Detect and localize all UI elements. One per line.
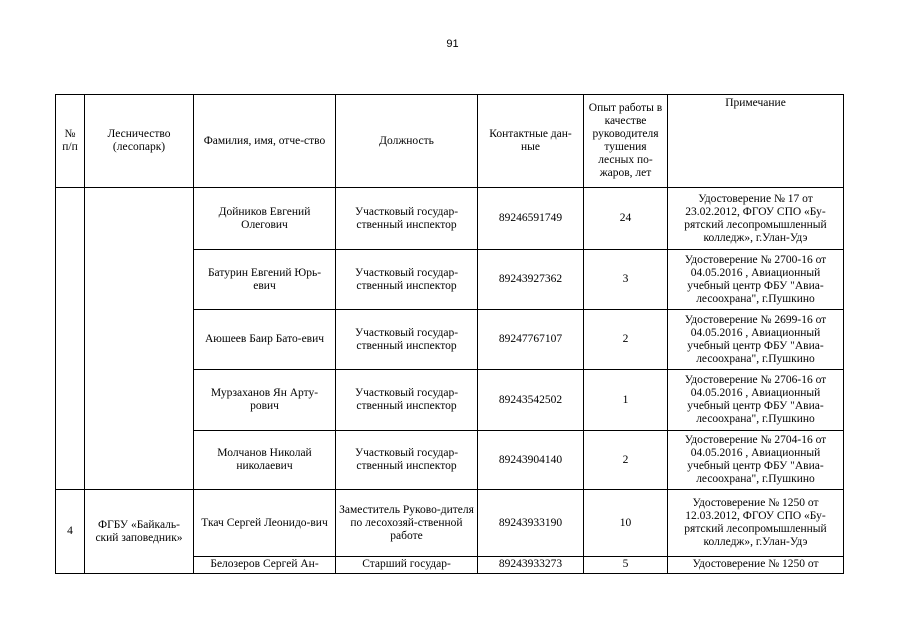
header-note: Примечание xyxy=(668,95,844,188)
position-cell: Старший государ- xyxy=(336,557,478,574)
experience-cell: 24 xyxy=(584,188,668,250)
name-cell: Аюшеев Баир Бато-евич xyxy=(194,310,336,370)
position-cell: Участковый государ-ственный инспектор xyxy=(336,431,478,490)
header-position: Должность xyxy=(336,95,478,188)
position-cell: Участковый государ-ственный инспектор xyxy=(336,370,478,431)
experience-cell: 3 xyxy=(584,250,668,310)
contact-cell: 89246591749 xyxy=(478,188,584,250)
note-cell: Удостоверение № 2704-16 от 04.05.2016 , Авиационный учебный центр ФБУ "Авиа-лесоохрана", г.Пушкино xyxy=(668,431,844,490)
name-cell: Молчанов Николай николаевич xyxy=(194,431,336,490)
header-contact: Контактные дан-ные xyxy=(478,95,584,188)
position-cell: Участковый государ-ственный инспектор xyxy=(336,310,478,370)
header-num: № п/п xyxy=(56,95,85,188)
header-row xyxy=(56,95,844,188)
row-num-cell: 4 xyxy=(56,490,85,574)
note-cell: Удостоверение № 2699-16 от 04.05.2016 , Авиационный учебный центр ФБУ "Авиа-лесоохрана", г.Пушкино xyxy=(668,310,844,370)
note-cell: Удостоверение № 1250 от 12.03.2012, ФГОУ СПО «Бу-рятский лесопромышленный колледж», г.Улан-Удэ xyxy=(668,490,844,557)
table-row xyxy=(56,188,844,250)
position-cell: Участковый государ-ственный инспектор xyxy=(336,188,478,250)
position-cell: Заместитель Руково-дителя по лесохозяй-ственной работе xyxy=(336,490,478,557)
header-forestry: Лесничество (лесопарк) xyxy=(85,95,194,188)
name-cell: Ткач Сергей Леонидо-вич xyxy=(194,490,336,557)
contact-cell: 89243933273 xyxy=(478,557,584,574)
experience-cell: 5 xyxy=(584,557,668,574)
experience-cell: 10 xyxy=(584,490,668,557)
forestry-cell: ФГБУ «Байкаль-ский заповедник» xyxy=(85,490,194,574)
name-cell: Дойников Евгений Олегович xyxy=(194,188,336,250)
experience-cell: 2 xyxy=(584,310,668,370)
row-num-cell xyxy=(56,188,85,490)
name-cell: Белозеров Сергей Ан- xyxy=(194,557,336,574)
experience-cell: 1 xyxy=(584,370,668,431)
forestry-cell xyxy=(85,188,194,490)
contact-cell: 89243904140 xyxy=(478,431,584,490)
position-cell: Участковый государ-ственный инспектор xyxy=(336,250,478,310)
name-cell: Батурин Евгений Юрь-евич xyxy=(194,250,336,310)
contact-cell: 89243927362 xyxy=(478,250,584,310)
note-cell: Удостоверение № 2700-16 от 04.05.2016 , Авиационный учебный центр ФБУ "Авиа-лесоохрана", г.Пушкино xyxy=(668,250,844,310)
table-row xyxy=(56,490,844,557)
note-cell: Удостоверение № 2706-16 от 04.05.2016 , Авиационный учебный центр ФБУ "Авиа-лесоохрана", г.Пушкино xyxy=(668,370,844,431)
name-cell: Мурзаханов Ян Арту-рович xyxy=(194,370,336,431)
header-name: Фамилия, имя, отче-ство xyxy=(194,95,336,188)
header-experience: Опыт работы в качестве руководителя тушения лесных по-жаров, лет xyxy=(584,95,668,188)
note-cell: Удостоверение № 1250 от xyxy=(668,557,844,574)
note-cell: Удостоверение № 17 от 23.02.2012, ФГОУ СПО «Бу-рятский лесопромышленный колледж», г.Улан-Удэ xyxy=(668,188,844,250)
contact-cell: 89243933190 xyxy=(478,490,584,557)
contact-cell: 89247767107 xyxy=(478,310,584,370)
forest-fire-managers-table xyxy=(55,94,844,574)
experience-cell: 2 xyxy=(584,431,668,490)
page-number: 91 xyxy=(446,38,459,50)
contact-cell: 89243542502 xyxy=(478,370,584,431)
